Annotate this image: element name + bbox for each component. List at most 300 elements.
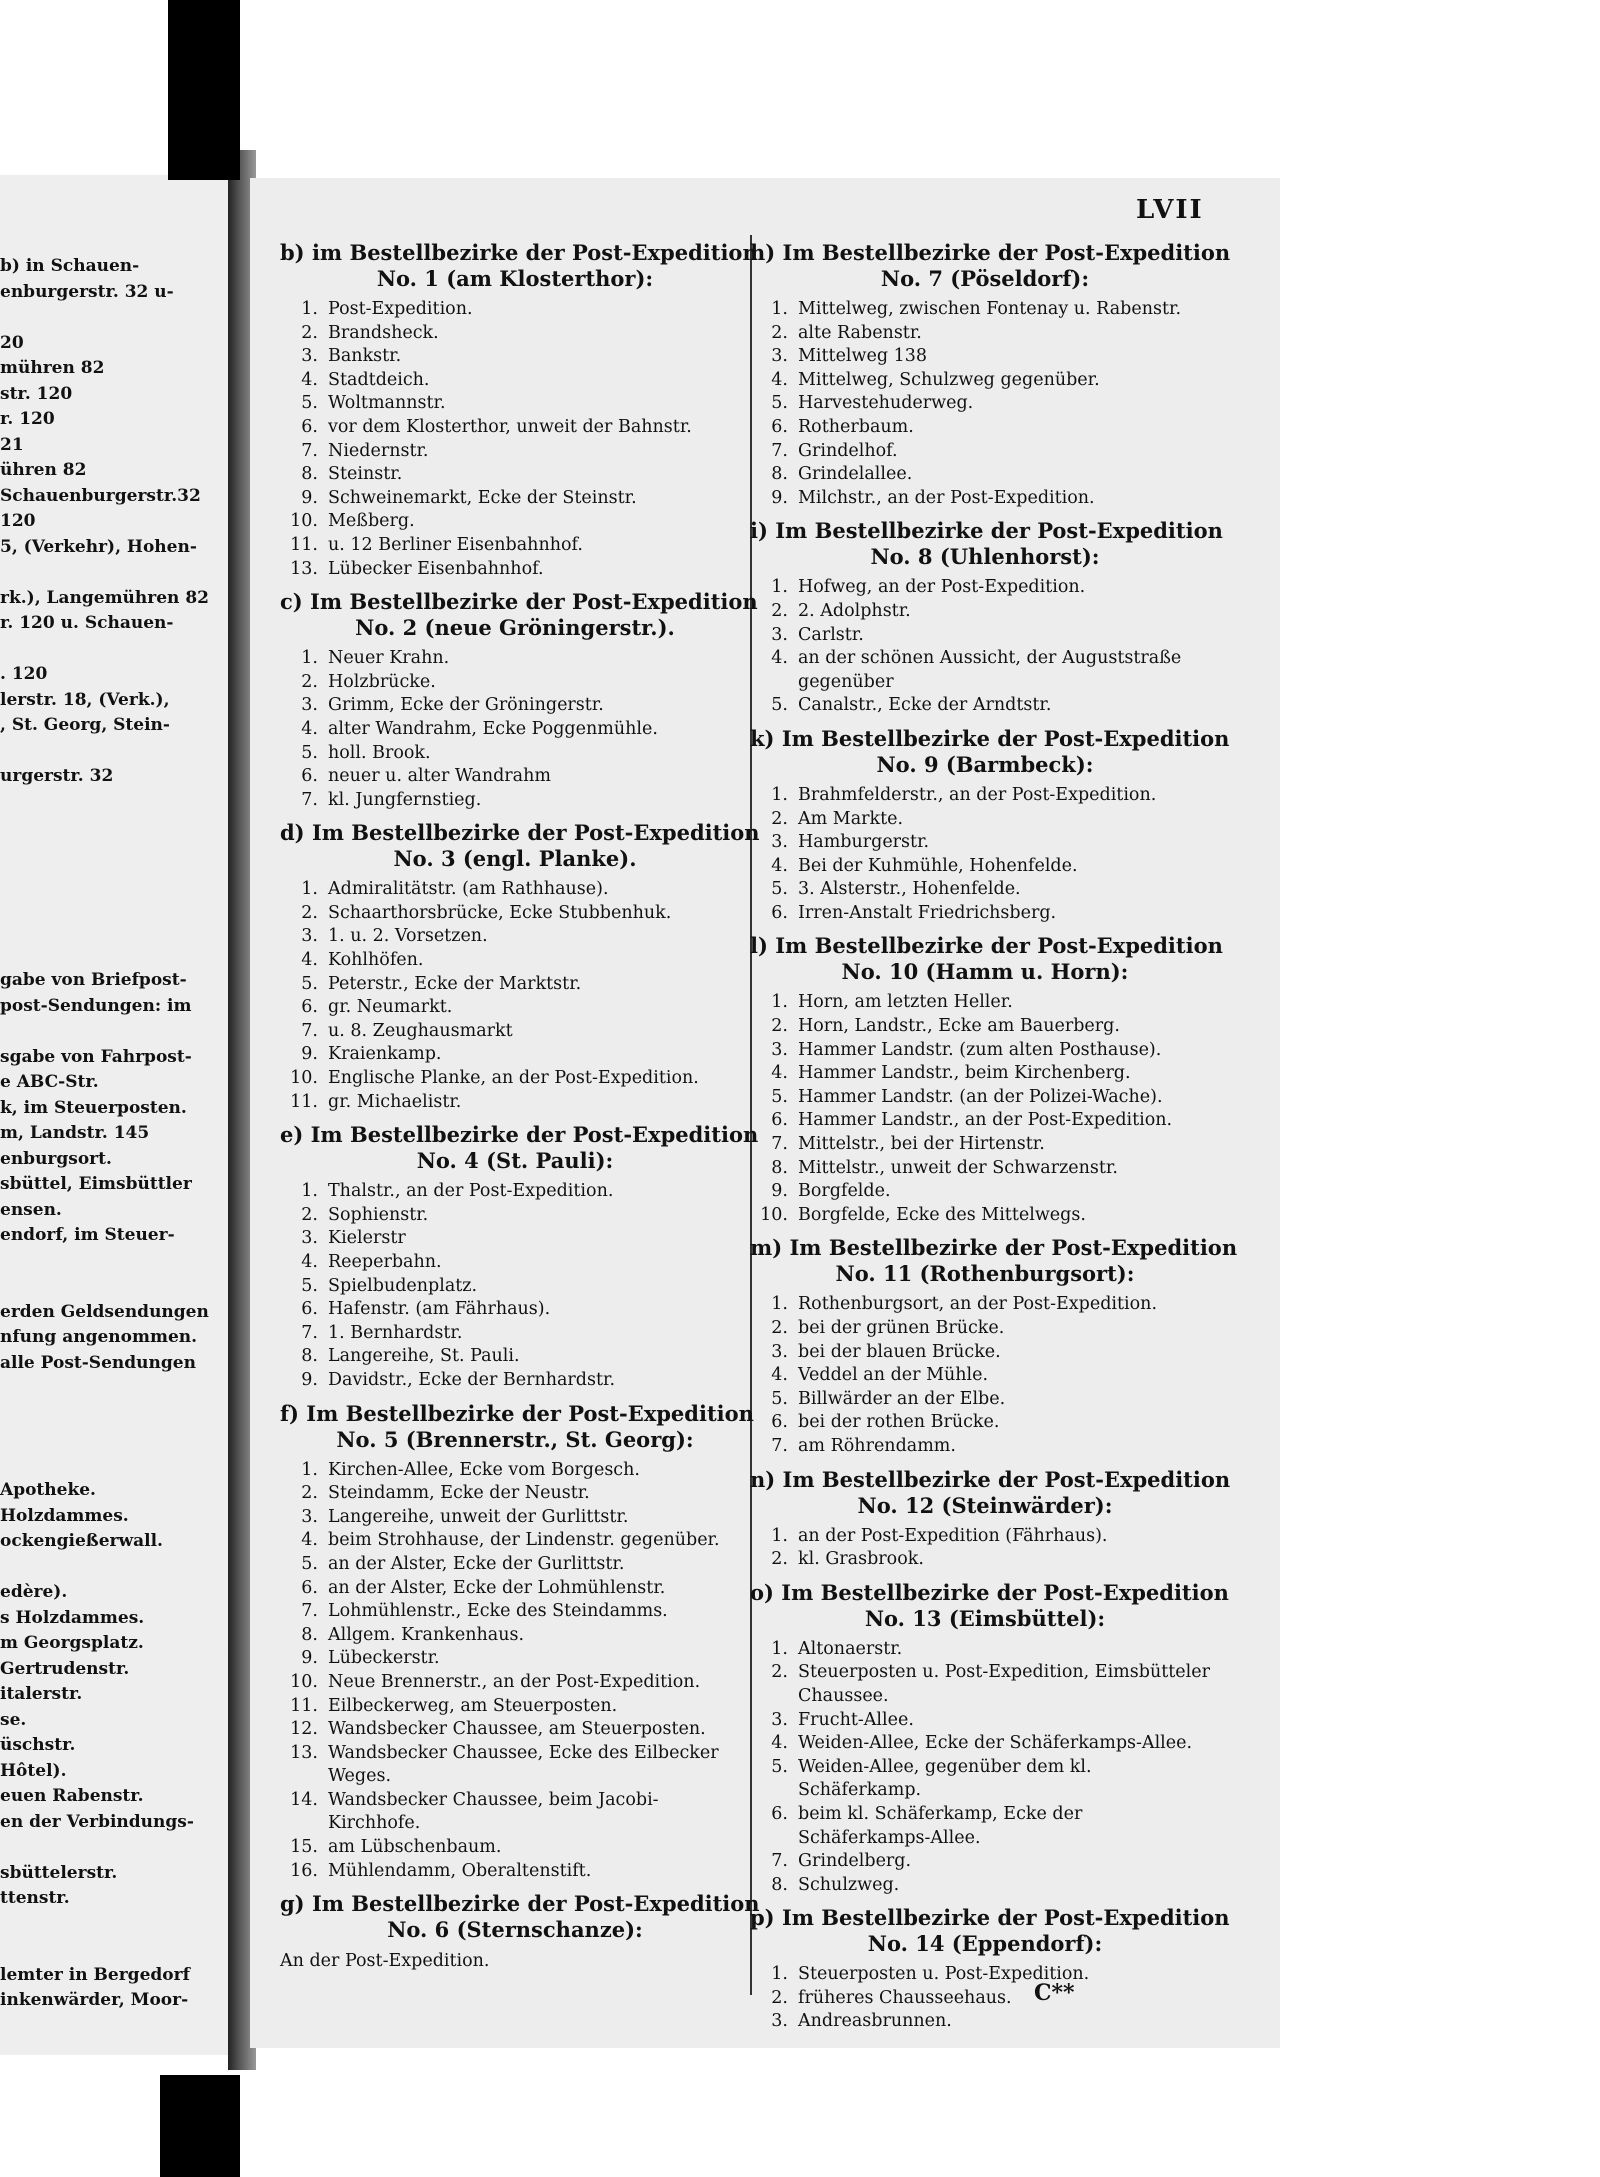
item-number: 3.	[301, 1228, 318, 1249]
item-location: Hammer Landstr. (an der Polizei-Wache).	[798, 1086, 1163, 1107]
district-letter: g)	[280, 1891, 312, 1917]
list-item	[750, 902, 1220, 926]
district-subheading: No. 9 (Barmbeck):	[876, 751, 1094, 777]
district-letter: c)	[280, 589, 311, 615]
district-subheading: No. 2 (neue Gröningerstr.).	[355, 615, 675, 641]
item-location: Schulzweg.	[798, 1874, 900, 1895]
list-item	[280, 1553, 750, 1577]
left-page-line: inkenwärder, Moor-	[0, 1990, 189, 2010]
district-heading-text: Im Bestellbezirke der Post-Expedition	[311, 1891, 760, 1917]
left-page-line: post-Sendungen: im	[0, 995, 192, 1016]
list-item	[750, 1293, 1220, 1317]
delivery-district	[280, 1891, 760, 1973]
left-page-line: 20	[0, 332, 24, 353]
item-location: Admiralitätstr. (am Rathhause).	[328, 879, 609, 900]
item-location: 1. u. 2. Vorsetzen.	[328, 926, 488, 947]
delivery-district	[750, 518, 1223, 718]
district-heading-text: Im Bestellbezirke der Post-Expedition	[775, 933, 1223, 959]
delivery-district	[280, 1400, 754, 1884]
item-location: bei der rothen Brücke.	[798, 1412, 1000, 1433]
district-subheading: No. 1 (am Klosterthor):	[376, 266, 654, 291]
item-number: 2.	[301, 671, 318, 692]
left-page-line: k, im Steuerposten.	[0, 1097, 187, 1118]
item-number: 10.	[290, 1671, 318, 1692]
district-heading	[280, 1891, 760, 1917]
item-number: 2.	[301, 1483, 318, 1504]
district-heading	[280, 1400, 754, 1427]
item-number: 3.	[771, 346, 788, 367]
item-number: 8.	[301, 464, 318, 485]
district-subheading: No. 6 (Sternschanze):	[387, 1917, 643, 1943]
list-item	[750, 1435, 1220, 1459]
district-heading-text: Im Bestellbezirke der Post-Expedition	[789, 1235, 1238, 1261]
item-location: Hofweg, an der Post-Expedition.	[798, 577, 1086, 598]
list-item	[280, 440, 750, 464]
list-item	[750, 1341, 1220, 1365]
left-page-line: m Georgsplatz.	[0, 1633, 144, 1653]
signature-mark: C**	[1034, 1980, 1075, 2006]
item-number: 8.	[301, 1346, 318, 1367]
list-item	[280, 973, 750, 997]
item-location: Davidstr., Ecke der Bernhardstr.	[328, 1369, 616, 1390]
left-page-line: euen Rabenstr.	[0, 1786, 144, 1806]
item-number: 5.	[301, 1553, 318, 1574]
item-location: Post-Expedition.	[328, 299, 473, 319]
item-number: 1.	[771, 577, 788, 598]
item-number: 1.	[301, 1459, 318, 1480]
list-item	[750, 600, 1220, 624]
item-number: 6.	[301, 1577, 318, 1598]
left-page-line: Hôtel).	[0, 1760, 67, 1781]
item-location: 3. Alsterstr., Hohenfelde.	[798, 879, 1021, 900]
item-location: Mittelstr., unweit der Schwarzenstr.	[798, 1157, 1118, 1178]
list-item	[750, 1756, 1220, 1803]
delivery-district	[750, 1579, 1229, 1898]
item-location: am Lübschenbaum.	[328, 1837, 502, 1858]
item-location: Hammer Landstr., beim Kirchenberg.	[798, 1063, 1131, 1084]
item-number: 2.	[771, 1987, 788, 2008]
list-item	[280, 1836, 750, 1860]
left-page-line: sgabe von Fahrpost-	[0, 1046, 192, 1067]
item-number: 1.	[771, 299, 788, 319]
left-page-line: Gertrudenstr.	[0, 1658, 130, 1679]
district-subheading: No. 7 (Pöseldorf):	[880, 266, 1090, 291]
delivery-district	[280, 240, 758, 581]
item-number: 4.	[301, 1530, 318, 1551]
item-location: Mittelstr., bei der Hirtenstr.	[798, 1134, 1045, 1155]
item-number: 1.	[301, 299, 318, 319]
list-item	[280, 1695, 750, 1719]
item-location: Hammer Landstr. (zum alten Posthause).	[798, 1039, 1162, 1060]
item-location: Mühlendamm, Oberaltenstift.	[328, 1860, 592, 1881]
item-location: an der schönen Aussicht, der Auguststraße gegenüber	[798, 648, 1182, 692]
item-location: Veddel an der Mühle.	[798, 1365, 989, 1386]
list-item	[280, 1298, 750, 1322]
item-number: 3.	[771, 1341, 788, 1362]
delivery-district	[280, 820, 760, 1114]
list-item	[750, 1638, 1220, 1662]
list-item	[750, 463, 1220, 487]
list-item	[750, 1732, 1220, 1756]
list-item	[280, 1043, 750, 1067]
list-item	[750, 1015, 1220, 1039]
item-location: Englische Planke, an der Post-Expedition.	[328, 1068, 699, 1089]
left-page-line: lemter in Bergedorf	[0, 1964, 190, 1985]
item-number: 7.	[301, 1020, 318, 1041]
delivery-district	[750, 933, 1223, 1227]
item-location: Grindelberg.	[798, 1851, 912, 1872]
item-number: 4.	[771, 1733, 788, 1754]
binding-strap-bottom	[160, 2075, 240, 2177]
item-location: Brandsheck.	[328, 322, 439, 343]
item-location: Wandsbecker Chaussee, Ecke des Eilbecker Weges.	[328, 1742, 719, 1787]
item-number: 9.	[301, 1369, 318, 1390]
item-number: 5.	[771, 879, 788, 900]
item-number: 8.	[771, 464, 788, 485]
list-item	[750, 1157, 1220, 1181]
list-item	[750, 1411, 1220, 1435]
list-item	[280, 1718, 750, 1742]
list-item	[750, 647, 1220, 694]
delivery-district	[750, 1466, 1231, 1572]
item-number: 4.	[771, 855, 788, 876]
item-number: 3.	[771, 624, 788, 645]
left-page-line: erden Geldsendungen	[0, 1301, 209, 1322]
item-location: Langereihe, unweit der Gurlittstr.	[328, 1506, 629, 1527]
item-number: 5.	[301, 1275, 318, 1296]
list-item	[750, 1874, 1220, 1898]
item-location: Schweinemarkt, Ecke der Steinstr.	[328, 487, 637, 508]
list-item	[280, 322, 750, 346]
item-location: Hafenstr. (am Fährhaus).	[328, 1299, 551, 1320]
list-item	[280, 1091, 750, 1115]
item-number: 2.	[771, 600, 788, 621]
list-item	[280, 1529, 750, 1553]
left-page-line: rk.), Langemühren 82	[0, 587, 209, 608]
item-number: 3.	[301, 346, 318, 367]
district-heading	[750, 1235, 1238, 1261]
item-number: 7.	[771, 1134, 788, 1155]
district-heading	[750, 518, 1223, 544]
district-heading	[750, 1466, 1231, 1493]
item-location: Hammer Landstr., an der Post-Expedition.	[798, 1110, 1173, 1131]
left-column	[280, 240, 760, 1981]
district-heading-text: Im Bestellbezirke der Post-Expedition	[781, 1905, 1230, 1931]
list-item	[280, 718, 750, 742]
item-location: Canalstr., Ecke der Arndtstr.	[798, 695, 1052, 716]
item-location: kl. Jungfernstieg.	[328, 789, 482, 810]
list-item	[750, 1062, 1220, 1086]
item-number: 6.	[301, 997, 318, 1018]
item-location: Steinstr.	[328, 464, 403, 485]
item-number: 2.	[771, 1549, 788, 1570]
item-location: alte Rabenstr.	[798, 322, 922, 343]
item-location: Borgfelde.	[798, 1181, 891, 1202]
district-subheading: No. 14 (Eppendorf):	[867, 1931, 1103, 1957]
list-item	[750, 2010, 1220, 2034]
item-number: 7.	[301, 1322, 318, 1343]
item-number: 2.	[301, 322, 318, 343]
item-number: 15.	[290, 1837, 318, 1858]
left-page-line: ockengießerwall.	[0, 1531, 163, 1551]
item-location: Frucht-Allee.	[798, 1709, 914, 1730]
right-column	[750, 240, 1238, 2042]
list-item	[280, 1789, 750, 1836]
left-page-line: nfung angenommen.	[0, 1327, 198, 1347]
left-page-line: 120	[0, 511, 36, 531]
left-page-line: endorf, im Steuer-	[0, 1225, 175, 1245]
item-location: Niedernstr.	[328, 440, 429, 461]
district-subheading: No. 3 (engl. Planke).	[393, 846, 637, 872]
list-item	[280, 1251, 750, 1275]
item-location: bei der blauen Brücke.	[798, 1341, 1001, 1362]
district-heading	[750, 1905, 1230, 1931]
list-item	[280, 1600, 750, 1624]
delivery-district	[750, 725, 1230, 926]
left-page-line: ensen.	[0, 1199, 62, 1220]
item-number: 3.	[301, 695, 318, 716]
item-number: 2.	[301, 1204, 318, 1225]
item-location: vor dem Klosterthor, unweit der Bahnstr.	[328, 416, 692, 437]
delivery-district	[750, 1905, 1230, 2034]
district-subheading: No. 8 (Uhlenhorst):	[870, 544, 1100, 570]
district-heading-text: Im Bestellbezirke der Post-Expedition	[782, 240, 1231, 265]
district-subheading: No. 13 (Eimsbüttel):	[864, 1605, 1106, 1631]
item-number: 1.	[771, 992, 788, 1013]
left-page-line: edère).	[0, 1582, 68, 1602]
district-letter: d)	[280, 820, 312, 846]
item-number: 4.	[301, 950, 318, 971]
item-location: Rotherbaum.	[798, 416, 914, 437]
left-page-line: 5, (Verkehr), Hohen-	[0, 536, 197, 557]
list-item	[750, 808, 1220, 832]
item-location: Reeperbahn.	[328, 1252, 442, 1272]
list-item	[280, 1742, 750, 1789]
item-location: Langereihe, St. Pauli.	[328, 1346, 520, 1367]
item-number: 5.	[771, 695, 788, 716]
item-location: Wandsbecker Chaussee, beim Jacobi-Kirchhofe.	[328, 1789, 659, 1834]
district-heading-text: Im Bestellbezirke der Post-Expedition	[781, 1579, 1229, 1605]
list-item	[750, 1133, 1220, 1157]
list-item	[750, 831, 1220, 855]
item-number: 13.	[290, 1742, 318, 1763]
item-number: 2.	[771, 1662, 788, 1683]
item-location: gr. Michaelistr.	[328, 1091, 462, 1112]
item-location: Mittelweg 138	[798, 346, 928, 367]
item-number: 1.	[771, 1964, 788, 1985]
item-location: Grimm, Ecke der Gröningerstr.	[328, 695, 604, 716]
district-letter: m)	[750, 1235, 790, 1261]
list-item	[750, 784, 1220, 808]
item-number: 4.	[301, 718, 318, 739]
item-number: 6.	[301, 416, 318, 437]
list-item	[750, 1204, 1220, 1228]
item-location: Andreasbrunnen.	[798, 2011, 952, 2032]
list-item	[280, 1227, 750, 1251]
item-location: Weiden-Allee, Ecke der Schäferkamps-Allee.	[798, 1733, 1193, 1754]
delivery-district	[750, 1235, 1238, 1458]
item-location: Steuerposten u. Post-Expedition.	[798, 1964, 1090, 1985]
left-page-line: mühren 82	[0, 358, 105, 378]
left-page-line: enburgerstr. 32 u-	[0, 281, 174, 302]
district-letter: o)	[750, 1579, 782, 1605]
item-location: 1. Bernhardstr.	[328, 1322, 463, 1343]
item-number: 8.	[771, 1874, 788, 1895]
item-location: Lübeckerstr.	[328, 1648, 440, 1669]
item-number: 9.	[301, 1648, 318, 1669]
left-page-line: se.	[0, 1709, 27, 1730]
list-item	[750, 1525, 1220, 1549]
item-number: 3.	[771, 1709, 788, 1730]
page-number: LVII	[1136, 195, 1204, 225]
item-location: Hamburgerstr.	[798, 832, 930, 853]
left-page-line: r. 120	[0, 409, 55, 429]
district-letter: n)	[750, 1466, 783, 1492]
list-item	[280, 902, 750, 926]
district-letter: l)	[750, 933, 776, 959]
item-number: 7.	[301, 789, 318, 810]
item-location: Weiden-Allee, gegenüber dem kl. Schäferkamp.	[798, 1756, 1092, 1801]
list-item	[280, 1860, 750, 1884]
left-page-line: b) in Schauen-	[0, 256, 140, 276]
list-item	[750, 1548, 1220, 1572]
district-heading-text: Im Bestellbezirke der Post-Expedition	[310, 1122, 759, 1148]
item-location: Borgfelde, Ecke des Mittelwegs.	[798, 1204, 1086, 1225]
item-number: 10.	[290, 511, 318, 532]
item-location: Eilbeckerweg, am Steuerposten.	[328, 1695, 618, 1716]
item-location: Spielbudenplatz.	[328, 1275, 478, 1296]
district-subheading: No. 10 (Hamm u. Horn):	[841, 959, 1129, 985]
delivery-district	[280, 1122, 759, 1392]
item-location: Stadtdeich.	[328, 369, 430, 390]
left-page-line: sbüttel, Eimsbüttler	[0, 1174, 192, 1194]
list-item	[750, 1086, 1220, 1110]
list-item	[750, 576, 1220, 600]
item-number: 3.	[301, 1506, 318, 1527]
item-location: Schaarthorsbrücke, Ecke Stubbenhuk.	[328, 902, 672, 923]
list-item	[280, 463, 750, 487]
left-page-line: r. 120 u. Schauen-	[0, 613, 174, 633]
list-item	[280, 996, 750, 1020]
item-location: Meßberg.	[328, 511, 415, 532]
left-page-line: m, Landstr. 145	[0, 1123, 150, 1143]
list-item	[280, 789, 750, 813]
item-number: 10.	[290, 1068, 318, 1089]
item-location: Grindelallee.	[798, 464, 913, 485]
district-heading	[280, 240, 758, 266]
item-location: beim Strohhause, der Lindenstr. gegenüber.	[328, 1530, 720, 1551]
item-location: Sophienstr.	[328, 1204, 429, 1225]
item-location: Wandsbecker Chaussee, am Steuerposten.	[328, 1719, 706, 1740]
list-item	[750, 392, 1220, 416]
list-item	[750, 694, 1220, 718]
district-letter: e)	[280, 1122, 311, 1148]
item-location: Brahmfelderstr., an der Post-Expedition.	[798, 784, 1157, 805]
item-location: neuer u. alter Wandrahm	[328, 766, 551, 787]
item-location: Grindelhof.	[798, 440, 898, 461]
item-number: 8.	[771, 1157, 788, 1178]
item-location: beim kl. Schäferkamp, Ecke der Schäferkamps-Allee.	[798, 1803, 1083, 1848]
district-heading	[750, 240, 1231, 266]
list-item	[280, 369, 750, 393]
district-note: An der Post-Expedition.	[280, 1951, 490, 1972]
left-page-line: Holzdammes.	[0, 1505, 129, 1526]
district-heading	[750, 933, 1223, 959]
left-page-line: 21	[0, 434, 24, 455]
left-page-line: üschstr.	[0, 1735, 76, 1755]
list-item	[280, 1369, 750, 1393]
district-letter: f)	[280, 1400, 307, 1426]
item-location: Thalstr., an der Post-Expedition.	[328, 1181, 614, 1202]
list-item	[280, 1459, 750, 1483]
item-location: Altonaerstr.	[798, 1638, 903, 1659]
item-number: 11.	[290, 1091, 318, 1112]
list-item	[280, 345, 750, 369]
list-item	[280, 1275, 750, 1299]
item-number: 2.	[771, 1318, 788, 1338]
list-item	[750, 345, 1220, 369]
item-location: Lübecker Eisenbahnhof.	[328, 558, 544, 579]
item-number: 6.	[771, 416, 788, 437]
left-page-line: . 120	[0, 664, 48, 684]
item-location: Horn, Landstr., Ecke am Bauerberg.	[798, 1016, 1120, 1037]
item-number: 3.	[771, 1039, 788, 1060]
list-item	[750, 322, 1220, 346]
list-item	[750, 487, 1220, 511]
left-page-line: enburgsort.	[0, 1148, 112, 1169]
left-page-line: alle Post-Sendungen	[0, 1352, 196, 1373]
left-page-line: sbüttelerstr.	[0, 1862, 118, 1883]
item-number: 14.	[290, 1789, 318, 1810]
item-number: 6.	[771, 1412, 788, 1433]
district-heading-text: Im Bestellbezirke der Post-Expedition	[775, 518, 1223, 544]
item-number: 3.	[301, 926, 318, 947]
item-location: u. 12 Berliner Eisenbahnhof.	[328, 534, 583, 555]
item-number: 9.	[771, 1181, 788, 1202]
list-item	[750, 1661, 1220, 1708]
item-number: 6.	[301, 766, 318, 787]
list-item	[280, 487, 750, 511]
item-number: 9.	[301, 1044, 318, 1065]
item-location: Bankstr.	[328, 346, 402, 367]
list-item	[280, 765, 750, 789]
list-item	[280, 1506, 750, 1530]
list-item	[280, 1020, 750, 1044]
district-subheading: No. 5 (Brennerstr., St. Georg):	[336, 1426, 694, 1452]
item-number: 5.	[771, 1388, 788, 1409]
item-location: Steuerposten u. Post-Expedition, Eimsbütteler Chaussee.	[798, 1662, 1210, 1706]
item-number: 4.	[301, 1252, 318, 1272]
list-item	[280, 534, 750, 558]
district-letter: i)	[750, 518, 776, 544]
list-item	[750, 1803, 1220, 1850]
item-number: 1.	[771, 1525, 788, 1546]
district-heading	[750, 725, 1230, 752]
item-location: holl. Brook.	[328, 742, 431, 763]
item-location: am Röhrendamm.	[798, 1435, 956, 1456]
item-location: Steindamm, Ecke der Neustr.	[328, 1483, 590, 1504]
item-location: Am Markte.	[798, 808, 904, 829]
list-item	[750, 624, 1220, 648]
item-number: 7.	[301, 440, 318, 461]
list-item	[280, 671, 750, 695]
district-subheading: No. 12 (Steinwärder):	[857, 1492, 1113, 1518]
district-heading	[280, 1122, 759, 1148]
item-location: Neuer Krahn.	[328, 648, 450, 669]
list-item	[280, 925, 750, 949]
district-heading-text: Im Bestellbezirke der Post-Expedition	[781, 725, 1230, 751]
left-page-line: s Holzdammes.	[0, 1607, 145, 1628]
